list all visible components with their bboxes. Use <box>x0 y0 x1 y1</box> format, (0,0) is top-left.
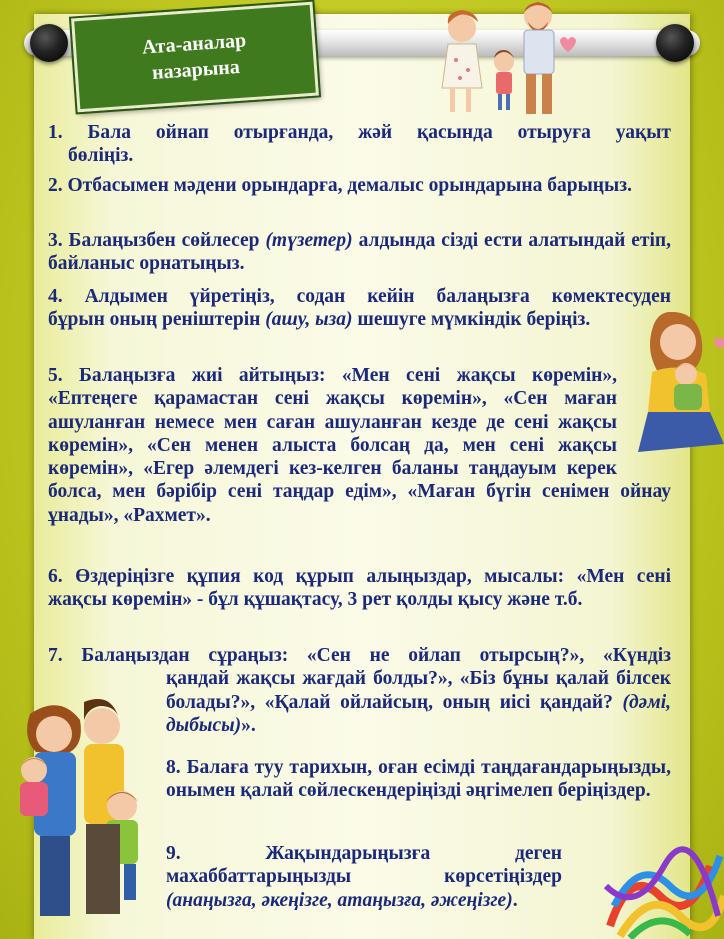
item-number: 5. <box>48 365 63 386</box>
item-number: 8. <box>166 757 181 778</box>
item-text: Бала ойнап отырғанда, жәй қасында отыруға уақыт <box>87 122 671 143</box>
item-text: Алдымен үйретіңіз, содан кейін балаңызға көмектесуден <box>84 286 672 307</box>
title-line-2: назарына <box>151 55 241 85</box>
item-text-pre: бұрын оның реніштерін <box>48 309 261 331</box>
item-text-italic: (түзетер) <box>265 230 353 251</box>
item-text-italic: (ашу, ыза) <box>265 309 353 331</box>
list-item-8 <box>166 756 671 803</box>
title-line-1: Ата-аналар <box>141 29 247 59</box>
item-text: Жақындарыңызға деген махаббаттарыңызды көрсетіңіздер <box>166 843 562 888</box>
item-number: 7. <box>48 645 63 666</box>
list-item-1 <box>48 121 671 168</box>
item-text-end: . <box>512 889 518 911</box>
item-text: Балаңызбен сөйлесер <box>68 230 260 251</box>
item-number: 2. <box>48 175 63 196</box>
item-text: Балаңызға жиі айтыңыз: «Мен сені жақсы көремін», «Ептеңеге қарамастан сені жақсы көремін», «Сен маған ашуланған немесе мен саған ашуланған кезде де сені жақсы көремін», «Сен менен алыста болсаң да, мен сені жақсы көремін», «Егер әлемдегі кез-келген баланы таңдауым керек болса, мен бәрібір сені таңдар едім», «Маған бүгін сенімен ойнау ұнады», «Рахмет». <box>48 365 671 526</box>
item-text-post: алдында сізді ести алатындай етіп, байланыс орнатыңыз. <box>48 230 672 275</box>
list-item-9 <box>166 842 562 912</box>
item-text-italic: (дәмі, дыбысы) <box>166 691 671 736</box>
item-text-end: ». <box>241 714 256 736</box>
item-number: 3. <box>48 230 63 251</box>
item-number: 1. <box>48 122 63 143</box>
list-item-7 <box>48 644 671 737</box>
item-text: Балаға туу тарихын, оған есімді таңдағандарыңызды, онымен қалай сөйлескендеріңізді әңгімелеп беріңіздер. <box>166 757 672 802</box>
item-text: Отбасымен мәдени орындарға, демалыс орындарына барыңыз. <box>67 175 632 196</box>
item-number: 4. <box>48 286 63 307</box>
item-text-cont: бөліңіз. <box>68 145 134 167</box>
list-item-4 <box>48 285 671 332</box>
item-text-post: шешуге мүмкіндік беріңіз. <box>357 309 591 331</box>
item-text-italic: (анаңызға, әкеңізге, атаңызға, әжеңізге) <box>166 889 513 911</box>
item-text: Өздеріңізге құпия код құрып алыңыздар, мысалы: «Мен сені жақсы көремін» - бұл құшақтасу, 3 рет қолды қысу және т.б. <box>48 566 672 611</box>
item-number: 9. <box>166 843 181 864</box>
list-item-2 <box>48 174 671 197</box>
item-number: 6. <box>48 566 63 587</box>
list-item-3 <box>48 229 671 276</box>
item-text: Балаңыздан сұраңыз: «Сен не ойлап отырсың?», «Күндіз <box>81 645 672 666</box>
list-item-5 <box>48 364 671 527</box>
item-text-rest: қандай жақсы жағдай болды?», «Біз бұны қалай білсек болады?», «Қалай ойлайсың, оның иісі қандай? <box>166 668 671 713</box>
list-item-6 <box>48 565 671 612</box>
